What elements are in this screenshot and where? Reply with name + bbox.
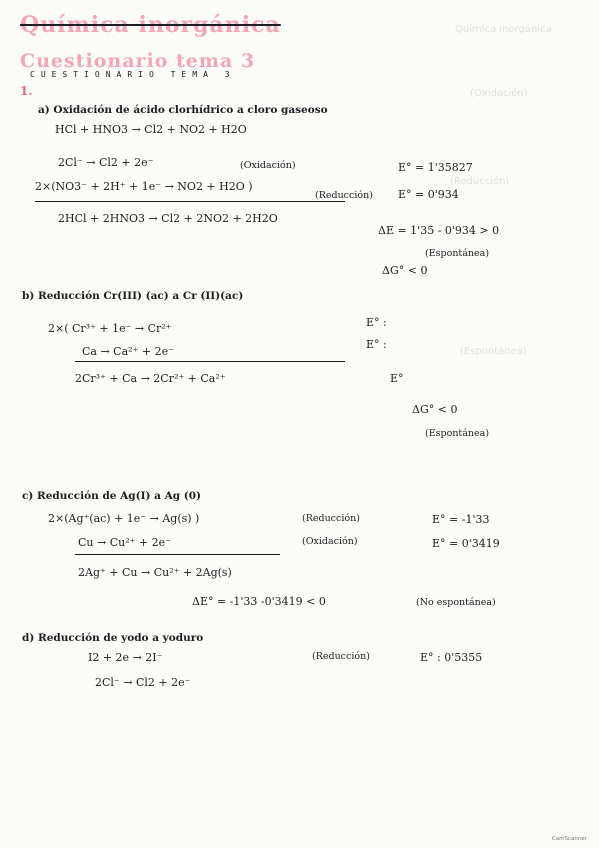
section-b-spont: (Espontánea) xyxy=(425,428,490,439)
section-a-half1-e: E° = 1'35827 xyxy=(398,161,473,174)
subtitle-spaced: CUESTIONARIO TEMA 3 xyxy=(30,70,236,79)
section-a-heading: a) Oxidación de ácido clorhídrico a cloro gaseoso xyxy=(38,104,328,116)
bleed-text: (Oxidación) xyxy=(470,88,528,99)
section-d-heading: d) Reducción de yodo a yoduro xyxy=(22,632,204,644)
section-c-spont: (No espontánea) xyxy=(416,597,496,608)
section-a-delta-e: ΔE = 1'35 - 0'934 > 0 xyxy=(378,224,500,237)
section-b-overall-e: E° xyxy=(390,372,404,385)
section-a-half2: 2×(NO3⁻ + 2H⁺ + 1e⁻ → NO2 + H2O ) xyxy=(35,180,253,193)
section-c-overall: 2Ag⁺ + Cu → Cu²⁺ + 2Ag(s) xyxy=(78,566,232,579)
section-b-half1-e: E° : xyxy=(366,316,387,329)
section-d-half1-label: (Reducción) xyxy=(312,651,370,662)
section-c-half1-e: E° = -1'33 xyxy=(432,513,490,526)
section-b-delta-g: ΔG° < 0 xyxy=(412,403,458,416)
section-a-overall: 2HCl + 2HNO3 → Cl2 + 2NO2 + 2H2O xyxy=(58,212,278,225)
section-c-half1: 2×(Ag⁺(ac) + 1e⁻ → Ag(s) ) xyxy=(48,512,200,525)
section-a-half1-label: (Oxidación) xyxy=(240,160,296,171)
section-c-half2: Cu → Cu²⁺ + 2e⁻ xyxy=(78,536,171,549)
sum-rule xyxy=(75,554,280,555)
bleed-text: (Reducción) xyxy=(450,176,510,187)
section-a-half1: 2Cl⁻ → Cl2 + 2e⁻ xyxy=(58,156,154,169)
sum-rule xyxy=(75,361,345,362)
section-a-reaction: HCl + HNO3 → Cl2 + NO2 + H2O xyxy=(55,123,247,136)
bleed-text: (Espontánea) xyxy=(460,346,527,357)
section-a-half2-e: E° = 0'934 xyxy=(398,188,459,201)
section-c-delta-e: ΔE° = -1'33 -0'3419 < 0 xyxy=(192,595,326,608)
section-d-half1: I2 + 2e → 2I⁻ xyxy=(88,651,163,664)
section-a-delta-g: ΔG° < 0 xyxy=(382,264,428,277)
section-d-half2: 2Cl⁻ → Cl2 + 2e⁻ xyxy=(95,676,191,689)
section-b-half2-e: E° : xyxy=(366,338,387,351)
scanner-watermark: CamScanner xyxy=(551,836,587,842)
section-c-heading: c) Reducción de Ag(I) a Ag (0) xyxy=(22,490,201,502)
page-subtitle: Cuestionario tema 3 xyxy=(20,50,256,72)
section-c-half1-label: (Reducción) xyxy=(302,513,360,524)
sum-rule xyxy=(35,201,345,202)
section-c-half2-e: E° = 0'3419 xyxy=(432,537,500,550)
section-d-half1-e: E° : 0'5355 xyxy=(420,651,483,664)
section-b-overall: 2Cr³⁺ + Ca → 2Cr²⁺ + Ca²⁺ xyxy=(75,372,226,385)
section-b-half2: Ca → Ca²⁺ + 2e⁻ xyxy=(82,345,174,358)
section-b-half1: 2×( Cr³⁺ + 1e⁻ → Cr²⁺ xyxy=(48,322,172,335)
section-a-half2-label: (Reducción) xyxy=(315,190,373,201)
section-a-spont: (Espontánea) xyxy=(425,248,490,259)
question-number: 1. xyxy=(20,84,33,98)
section-c-half2-label: (Oxidación) xyxy=(302,536,358,547)
page-title: Química inorgánica xyxy=(20,12,281,38)
section-b-heading: b) Reducción Cr(III) (ac) a Cr (II)(ac) xyxy=(22,290,244,302)
bleed-text: Química inorgánica xyxy=(455,24,552,35)
